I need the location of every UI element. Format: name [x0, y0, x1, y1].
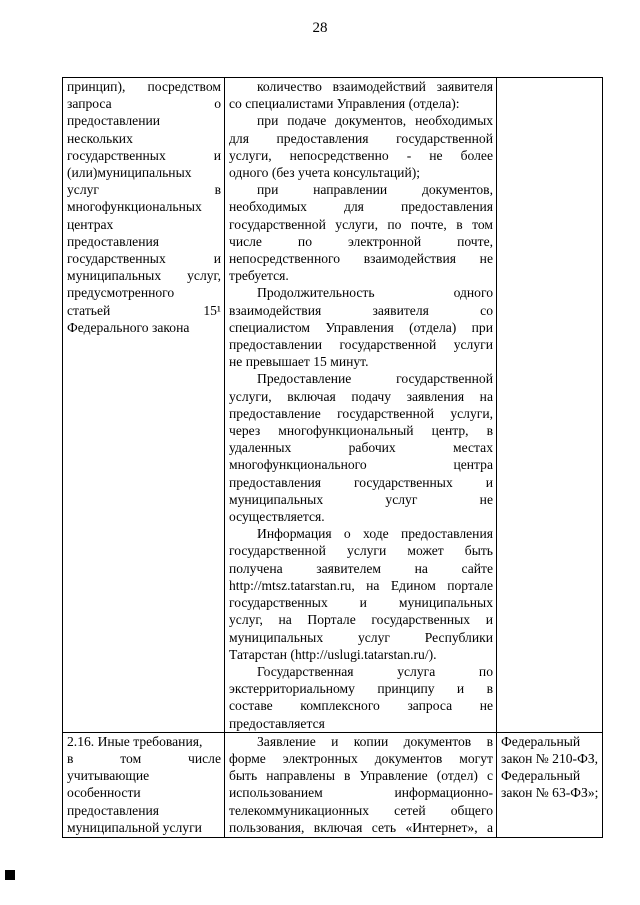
text-line: (или)муниципальных: [67, 165, 192, 181]
text-line: государственной услуги, по почте, в том: [229, 216, 493, 232]
text-line: многофункционального центра: [229, 457, 493, 473]
text-line: услуги, включая подачу заявления на: [229, 388, 493, 404]
description-cell: [225, 732, 497, 837]
text-line: количество взаимодействий заявителя: [257, 79, 493, 94]
text-line: предоставлении: [67, 113, 161, 129]
text-line: требуется.: [229, 268, 289, 284]
text-line: закон № 63-ФЗ»;: [501, 785, 599, 801]
table-row: [63, 732, 603, 837]
text-line: 2.16. Иные требования,: [67, 733, 203, 749]
text-line: http://mtsz.tatarstan.ru, на Едином портале: [229, 577, 493, 593]
text-line: в том числе: [67, 750, 221, 766]
description-cell: [225, 78, 497, 733]
text-line: принцип), посредством: [67, 79, 221, 94]
text-line: государственной услуги может быть: [229, 543, 493, 559]
text-line: Информация о ходе предоставления: [257, 526, 493, 542]
text-line: муниципальных услуг,: [67, 268, 221, 284]
text-line: услуг в: [67, 182, 221, 198]
criterion-cell: [63, 732, 225, 837]
text-line: Государственная услуга по: [257, 663, 493, 679]
text-line: предоставления государственных и: [229, 474, 493, 490]
text-line: специалистом Управления (отдела) при: [229, 319, 493, 335]
legal-basis-cell: [497, 78, 603, 733]
text-line: предоставлении государственной услуги: [229, 337, 493, 353]
text-line: одного (без учета консультаций);: [229, 165, 421, 181]
requirements-table: [62, 77, 603, 838]
text-line: центрах: [67, 216, 114, 232]
text-line: предоставления: [67, 802, 160, 818]
text-line: составе комплексного запроса не: [229, 698, 493, 714]
text-line: государственных и: [67, 147, 221, 163]
text-line: не превышает 15 минут.: [229, 354, 369, 370]
text-line: услуги, непосредственно - не более: [229, 147, 493, 163]
text-line: закон № 210-ФЗ,: [501, 750, 599, 766]
text-line: непосредственного взаимодействия не: [229, 251, 493, 267]
text-line: числе по электронной почте,: [229, 233, 493, 249]
legal-basis-cell: [497, 732, 603, 837]
text-line: Заявление и копии документов в: [257, 733, 493, 749]
text-line: использованием информационно-: [229, 785, 493, 801]
text-line: особенности: [67, 785, 141, 801]
text-line: пользования, включая сеть «Интернет», а: [229, 819, 493, 835]
text-line: Продолжительность одного: [257, 285, 493, 301]
text-line: Федеральный: [501, 768, 581, 784]
text-line: через многофункциональный центр, в: [229, 423, 493, 439]
text-line: телекоммуникационных сетей общего: [229, 802, 493, 818]
text-line: государственных и муниципальных: [229, 595, 493, 611]
text-line: Татарстан (http://uslugi.tatarstan.ru/).: [229, 646, 437, 662]
text-line: взаимодействия заявителя со: [229, 302, 493, 318]
text-line: предоставление государственной услуги,: [229, 405, 493, 421]
text-line: со специалистами Управления (отдела):: [229, 96, 460, 112]
text-line: при направлении документов,: [257, 182, 493, 198]
text-line: статьей 15¹: [67, 302, 221, 318]
text-line: многофункциональных: [67, 199, 202, 215]
text-line: быть направлены в Управление (отдел) с: [229, 768, 493, 784]
criterion-cell: [63, 78, 225, 733]
text-line: муниципальных услуг Республики: [229, 629, 493, 645]
text-line: необходимых для предоставления: [229, 199, 493, 215]
text-line: Предоставление государственной: [257, 371, 493, 387]
text-line: услуг, на Портале государственных и: [229, 612, 493, 628]
text-line: муниципальных услуг не: [229, 491, 493, 507]
text-line: государственных и: [67, 251, 221, 267]
text-line: экстерриториальному принципу и в: [229, 681, 493, 697]
page-number: 28: [312, 20, 328, 36]
text-line: запроса о: [67, 96, 221, 112]
text-line: предоставляется: [229, 715, 325, 731]
text-line: предоставления: [67, 233, 160, 249]
text-line: нескольких: [67, 130, 133, 146]
text-line: Федеральный: [501, 733, 581, 749]
table-row: [63, 78, 603, 733]
text-line: удаленных рабочих местах: [229, 440, 493, 456]
text-line: предусмотренного: [67, 285, 175, 301]
text-line: муниципальной услуги: [67, 819, 202, 835]
text-line: учитывающие: [67, 768, 150, 784]
text-line: форме электронных документов могут: [229, 750, 493, 766]
scan-corner-mark: [5, 870, 15, 880]
text-line: для предоставления государственной: [229, 130, 493, 146]
text-line: при подаче документов, необходимых: [257, 113, 493, 129]
text-line: Федерального закона: [67, 319, 190, 335]
text-line: осуществляется.: [229, 509, 325, 525]
text-line: получена заявителем на сайте: [229, 560, 493, 576]
